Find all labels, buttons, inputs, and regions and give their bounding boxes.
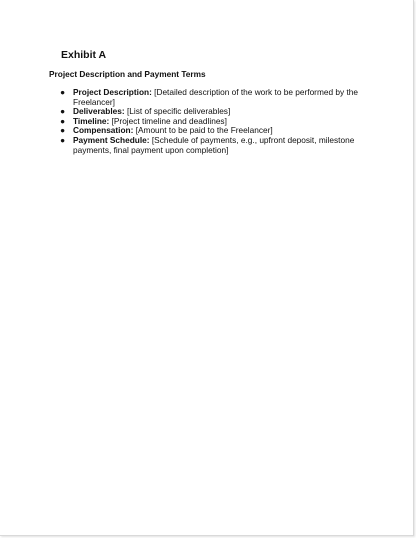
term-label: Project Description:: [73, 87, 152, 97]
bullet-icon: ●: [60, 125, 66, 136]
bullet-icon: ●: [60, 115, 66, 126]
exhibit-title: Exhibit A: [61, 49, 107, 61]
term-label: Timeline:: [73, 115, 110, 126]
term-text: [List of specific deliverables]: [124, 106, 231, 117]
term-text: [Detailed description of the work to be performed by the Freelancer]: [73, 87, 358, 107]
list-item-project-description: [60, 88, 370, 107]
section-heading: Project Description and Payment Terms: [49, 69, 206, 79]
bullet-icon: ●: [60, 106, 66, 117]
term-label: Deliverables:: [73, 106, 125, 117]
term-text: [Project timeline and deadlines]: [109, 115, 227, 126]
term-label: Compensation:: [73, 125, 134, 136]
bullet-icon: ●: [60, 134, 66, 145]
list-item-payment-schedule: [60, 136, 370, 155]
term-text: [Amount to be paid to the Freelancer]: [133, 125, 273, 136]
term-text: [Schedule of payments, e.g., upfront deposit, milestone payments, final payment upon completion]: [73, 134, 355, 155]
terms-list: [60, 88, 370, 155]
term-label: Payment Schedule:: [73, 134, 150, 145]
bullet-icon: ●: [60, 87, 66, 97]
